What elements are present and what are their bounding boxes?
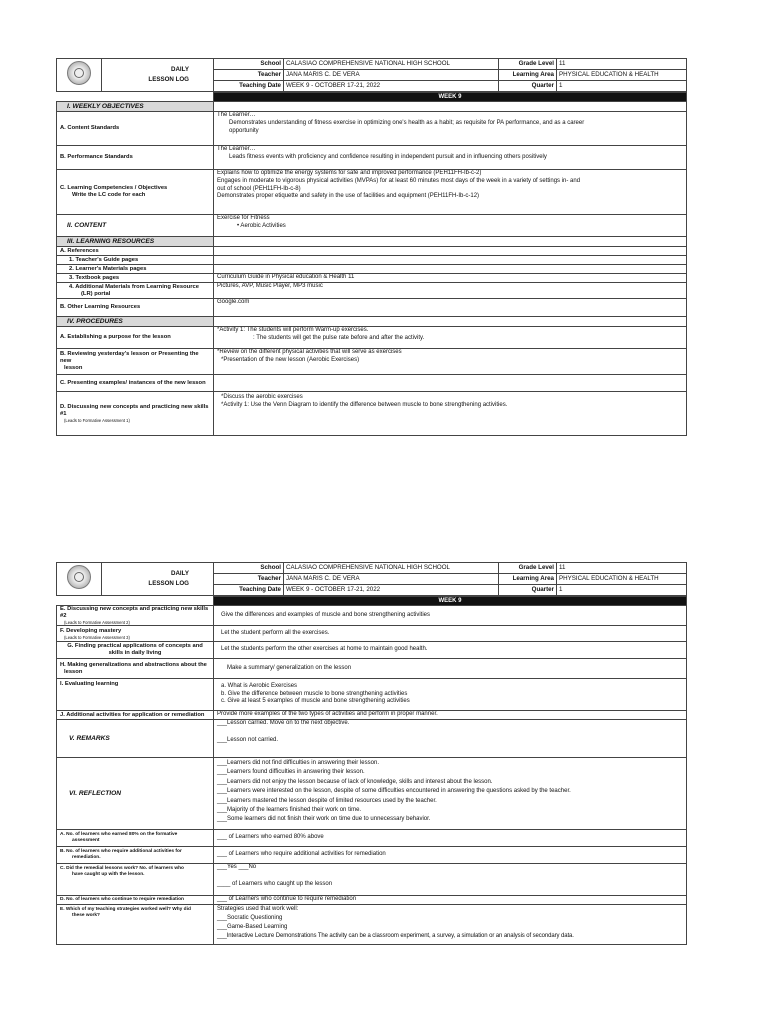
grade-level-value: 11 <box>557 563 687 574</box>
generalizations-label: H. Making generalizations and abstractions about the lesson <box>57 659 214 679</box>
additional-materials-label: 4. Additional Materials from Learning Resource (LR) portal <box>57 283 214 299</box>
establishing-purpose-label: A. Establishing a purpose for the lesson <box>57 327 214 349</box>
textbook-pages-label: 3. Textbook pages <box>57 274 214 283</box>
remedial-lessons-label: C. Did the remedial lessons work? No. of learners who have caught up with the lesson. <box>57 864 214 896</box>
grade-level-label: Grade Level <box>499 563 557 574</box>
continue-remediation-text: ___ of Learners who continue to require remediation <box>214 896 687 905</box>
remarks-heading: V. REMARKS <box>57 720 214 758</box>
weekly-objectives-heading: I. WEEKLY OBJECTIVES <box>57 102 214 112</box>
lesson-log-page-2 <box>56 562 686 945</box>
lesson-log-title: DAILY LESSON LOG <box>102 59 214 92</box>
teacher-value: JANA MARIS C. DE VERA <box>284 70 499 81</box>
learners-80-percent-text: ___ of Learners who earned 80% above <box>214 830 687 847</box>
learners-80-percent-label: A. No. of learners who earned 80% on the formative assessment <box>57 830 214 847</box>
additional-materials-text: Pictures, AVP, Music Player, MP3 music <box>214 283 687 299</box>
content-text: Exercise for Fitness • Aerobic Activities <box>214 215 687 237</box>
deped-seal <box>57 563 102 596</box>
school-value: CALASIAO COMPREHENSIVE NATIONAL HIGH SCHOOL <box>284 59 499 70</box>
teacher-value: JANA MARIS C. DE VERA <box>284 574 499 585</box>
discussing-concepts-2-label: E. Discussing new concepts and practicing new skills #2 (Leads to Formative Assessment 2) <box>57 606 214 626</box>
deped-seal <box>57 59 102 92</box>
teaching-date-value: WEEK 9 - OCTOBER 17-21, 2022 <box>284 81 499 92</box>
teaching-strategies-label: E. Which of my teaching strategies worked well? Why did these work? <box>57 905 214 945</box>
additional-remediation-text: ___ of Learners who require additional activities for remediation <box>214 847 687 864</box>
reviewing-lesson-label: B. Reviewing yesterday's lesson or Presenting the new lesson <box>57 349 214 375</box>
performance-standards-text: The Learner… Leads fitness events with proficiency and confidence resulting in independent pursuit and in influencing others positively <box>214 146 687 170</box>
other-resources-text: Google.com <box>214 299 687 317</box>
learning-resources-heading: III. LEARNING RESOURCES <box>57 237 214 247</box>
learning-area-value: PHYSICAL EDUCATION & HEALTH <box>557 574 687 585</box>
learning-area-value: PHYSICAL EDUCATION & HEALTH <box>557 70 687 81</box>
discussing-concepts-1-label: D. Discussing new concepts and practicing new skills #1 (Leads to Formative Assessment 1) <box>57 392 214 436</box>
quarter-label: Quarter <box>499 585 557 596</box>
content-standards-text: The Learner… Demonstrates understanding of fitness exercise in optimizing one's health as a habit; as requisite for PA performance, and as a career opportunity <box>214 112 687 146</box>
lesson-log-table-1 <box>56 58 687 92</box>
grade-level-label: Grade Level <box>499 59 557 70</box>
evaluating-learning-label: I. Evaluating learning <box>57 679 214 711</box>
teaching-date-value: WEEK 9 - OCTOBER 17-21, 2022 <box>284 585 499 596</box>
developing-mastery-text: Let the student perform all the exercises. <box>214 626 687 642</box>
establishing-purpose-text: *Activity 1: The students will perform Warm-up exercises. : The students will get the pulse rate before and after the activity. <box>214 327 687 349</box>
remedial-lessons-text: ___Yes ___No ____ of Learners who caught up the lesson <box>214 864 687 896</box>
teaching-strategies-text: Strategies used that work well: ___Socratic Questioning ___Game-Based Learning ___Interactive Lecture Demonstrations The activity can be a classroom experiment, a survey, a simulation or an analysis of secondary data. <box>214 905 687 945</box>
references-label: A. References <box>57 247 214 256</box>
content-standards-label: A. Content Standards <box>57 112 214 146</box>
lesson-log-body-1 <box>56 92 687 436</box>
learning-area-label: Learning Area <box>499 70 557 81</box>
quarter-value: 1 <box>557 585 687 596</box>
continue-remediation-label: D. No. of learners who continue to require remediation <box>57 896 214 905</box>
teacher-label: Teacher <box>214 574 284 585</box>
deped-seal-icon <box>67 565 91 589</box>
generalizations-text: Make a summary/ generalization on the lesson <box>214 659 687 679</box>
remarks-text: ___Lesson carried. Move on to the next objective. ___Lesson not carried. <box>214 720 687 758</box>
week-banner: WEEK 9 <box>214 93 687 102</box>
school-value: CALASIAO COMPREHENSIVE NATIONAL HIGH SCHOOL <box>284 563 499 574</box>
practical-applications-text: Let the students perform the other exercises at home to maintain good health. <box>214 642 687 659</box>
teaching-date-label: Teaching Date <box>214 81 284 92</box>
quarter-label: Quarter <box>499 81 557 92</box>
school-label: School <box>214 59 284 70</box>
discussing-concepts-2-text: Give the differences and examples of muscle and bone strengthening activities <box>214 606 687 626</box>
additional-activities-text: Provide more examples of the two types of activities and perform in proper manner. <box>214 711 687 720</box>
teacher-label: Teacher <box>214 70 284 81</box>
reflection-text: ___Learners did not find difficulties in answering their lesson. ___Learners found difficulties in answering their lesson. ___Learners did not enjoy the lesson because of lack of knowledge, skills and interest about the lesson. ___Learners were interested on the lesson, despite of some difficulties encountered in answering the questions asked by the teacher. ___Learners mastered the lesson despite of limited resources used by the teacher. ___Majority of the learners finished their work on time. ___Some learners did not finish their work on time due to unnecessary behavior. <box>214 758 687 830</box>
learning-competencies-text: Explains how to optimize the energy systems for safe and improved performance (PEH11FH-Ib-c-2) Engages in moderate to vigorous physical activities (MVPAs) for at least 60 minutes most days of the week in a variety of settings in- and out of school (PEH11FH-Ib-c-8) Demonstrates proper etiquette and safety in the use of facilities and equipment (PEH11FH-Ib-c-12) <box>214 170 687 215</box>
presenting-examples-label: C. Presenting examples/ instances of the new lesson <box>57 375 214 392</box>
content-heading: II. CONTENT <box>57 215 214 237</box>
textbook-pages-text: Curriculum Guide in Physical education & Health 11 <box>214 274 687 283</box>
reflection-heading: VI. REFLECTION <box>57 758 214 830</box>
deped-seal-icon <box>67 61 91 85</box>
week-banner: WEEK 9 <box>214 597 687 606</box>
learning-competencies-label: C. Learning Competencies / Objectives Write the LC code for each <box>57 170 214 215</box>
evaluating-learning-text: a. What is Aerobic Exercises b. Give the difference between muscle to bone strengthening activities c. Give at least 5 examples of muscle and bone strengthening activities <box>214 679 687 711</box>
lesson-log-table-2 <box>56 562 687 596</box>
discussing-concepts-1-text: *Discuss the aerobic exercises *Activity 1: Use the Venn Diagram to identify the difference between muscle to bone strengthening activities. <box>214 392 687 436</box>
reviewing-lesson-text: *Review on the different physical activities that will serve as exercises *Presentation of the new lesson (Aerobic Exercises) <box>214 349 687 375</box>
performance-standards-label: B. Performance Standards <box>57 146 214 170</box>
lesson-log-title: DAILY LESSON LOG <box>102 563 214 596</box>
learners-materials-label: 2. Learner's Materials pages <box>57 265 214 274</box>
school-label: School <box>214 563 284 574</box>
procedures-heading: IV. PROCEDURES <box>57 317 214 327</box>
practical-applications-label: G. Finding practical applications of concepts and skills in daily living <box>57 642 214 659</box>
teaching-date-label: Teaching Date <box>214 585 284 596</box>
lesson-log-page-1 <box>56 58 686 436</box>
lesson-log-body-2 <box>56 596 687 945</box>
developing-mastery-label: F. Developing mastery (Leads to Formative Assessment 3) <box>57 626 214 642</box>
teachers-guide-label: 1. Teacher's Guide pages <box>57 256 214 265</box>
additional-remediation-label: B. No. of learners who require additional activities for remediation. <box>57 847 214 864</box>
learning-area-label: Learning Area <box>499 574 557 585</box>
other-resources-label: B. Other Learning Resources <box>57 299 214 317</box>
grade-level-value: 11 <box>557 59 687 70</box>
quarter-value: 1 <box>557 81 687 92</box>
additional-activities-label: J. Additional activities for application or remediation <box>57 711 214 720</box>
